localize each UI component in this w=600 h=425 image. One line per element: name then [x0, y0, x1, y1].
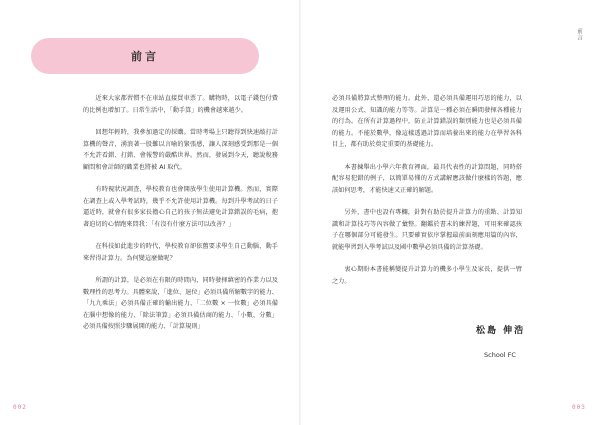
left-paragraph-5: 所謂的計算，是必須在有限的時間內，同時發揮縝密的作業力以及數理性的思考力。具體來說，「進位、退位」必須具備所解數字的能力、「九九乘法」必須具備正確的輸出能力、「二位數 × 一位數」必須具備在腦中想像的能力、「除法筆算」必須具備估商的能力、「小數、分數」必須具備按照步驟展開的能力、「計算規則」: [83, 277, 278, 330]
right-page-number: 003: [572, 404, 586, 411]
author-signature: 松島 伸浩: [476, 326, 526, 336]
page-gutter: [299, 0, 301, 425]
right-paragraph-1: 必須具備將算式整理的能力。此外，還必須具備運用巧思的能力，以及運用公式、知識的能力等等。計算是一種必須在瞬間發揮各種能力的行為。在所有計算過程中，防止計算錯誤的類別能力也是必須具備的能力。不能於數學，像這樣透過計算而培養出來的能力在學習各科目上，都有助於奠定重要的基礎能力。: [332, 95, 522, 148]
preface-title-band: [31, 38, 259, 74]
right-paragraph-4: 衷心期盼本書能稱變提升計算力的機多小學生及家長，提供一臂之力。: [332, 266, 522, 285]
right-paragraph-2: 本書揀舉出小學六年教育裡面，最具代表性的計算問題，同時搭配容易犯錯的例子，以簡單易懂的方式講解應該做什麼樣的答題，應該如何思考，才能快速又正確的解題。: [332, 163, 522, 194]
right-page-body: [332, 93, 522, 298]
left-paragraph-4: 在科技如此進步的時代，學校教育卻依舊要求學生自己動腦、動手來習得計算力。為何變這麼做呢？: [83, 243, 278, 262]
right-paragraph-3: 另外，書中也設有專欄，針對有助於提升計算力的重點、計算知識和計算技巧等內容做了彙整。翻鑑於書末的練習題，可用來確認孩子在哪個部分可能發生。只要確實依序掌握最前面刻應用篇的內容，就能學習到入學考試以及國中數學必須具備的計算基礎。: [332, 209, 522, 251]
left-paragraph-3: 有時視狀況調查，學校教育也會開放學生使用計算機。然而，實際在調查上或入學考試時，幾乎不允許使用計算機。每到升學考試的日子逼近時，就會有很多家長擔心自己的孩子無法避免計算錯誤的毛病，抱著迫切的心情跑來問我：「有沒有什麼方法可以改善？」: [83, 186, 278, 228]
left-page-body: [83, 93, 278, 344]
left-paragraph-1: 近來大家都習慣不在車站直接買車票了。購物時，以電子錢包付費的比例也增加了。日常生活中，「動手算」的機會越來越少。: [83, 95, 278, 114]
left-paragraph-2: 回想年輕時，我參加過定的採購。當時考場上只聽得到快速敲打計算機的聲音，湧浪著一股難以言喻的緊張感，讓人深刻感受到那是一個不允許看錯、打錯、會報警的嚴酷世界。然而，發展到今天，聽說稅務顧問和會計師的職業也將被 AI 取代。: [83, 129, 278, 171]
left-page-number: 002: [13, 404, 27, 411]
running-head: 前言: [576, 28, 582, 41]
preface-title: 前言: [131, 50, 159, 63]
author-organization: School FC: [484, 351, 516, 359]
